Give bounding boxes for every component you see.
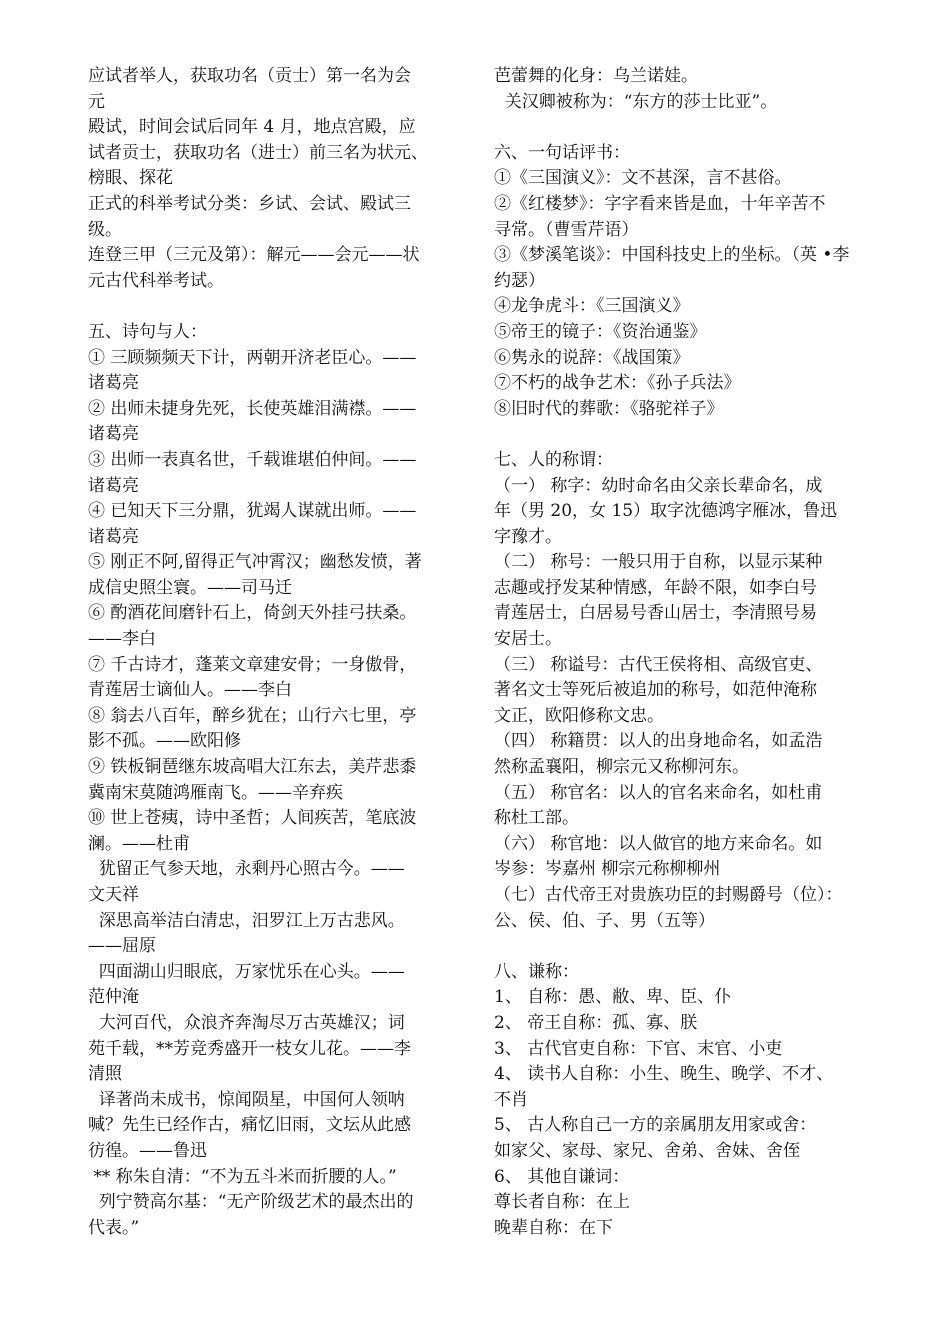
left-column-line: ** 称朱自清：“不为五斗米而折腰的人。” <box>88 1166 397 1187</box>
left-column-line: ——李白 <box>88 629 156 650</box>
right-column-line: 安居士。 <box>494 629 562 650</box>
left-column-line: 犹留正气参天地，永剩丹心照古今。—— <box>88 859 405 880</box>
left-column-line: 喊？先生已经作古，痛忆旧雨，文坛从此感 <box>88 1115 411 1136</box>
right-column-line: （七）古代帝王对贵族功臣的封赐爵号（位）： <box>494 885 843 905</box>
right-column-line <box>494 115 866 141</box>
left-column-line: 元 <box>88 91 105 112</box>
right-column-line: ⑤帝王的镜子：《资治通鉴》 <box>494 321 707 342</box>
right-column-line: 寻常。（曹雪芹语） <box>494 219 639 240</box>
right-column-line: （一） 称字：幼时命名由父亲长辈命名，成 <box>494 475 823 496</box>
left-column-line: 元古代科举考试。 <box>88 270 224 291</box>
left-column-line: 成信史照尘寰。——司马迁 <box>88 577 292 598</box>
left-column-line: 四面湖山归眼底，万家忧乐在心头。—— <box>88 961 405 982</box>
left-column-line: ⑦ 千古诗才，蓬莱文章建安骨；一身傲骨， <box>88 654 417 675</box>
left-column-line: 清照 <box>88 1064 122 1085</box>
left-column-line: 澜。——杜甫 <box>88 833 190 854</box>
right-column-line: 年（男 20，女 15）取字沈德鸿字雁冰，鲁迅 <box>494 501 838 522</box>
right-column-line <box>494 934 866 960</box>
right-column-line: 志趣或抒发某种情感，年龄不限，如李白号 <box>494 577 817 598</box>
right-column-line: 然称孟襄阳，柳宗元又称柳河东。 <box>494 757 749 778</box>
right-column-line: 不肖 <box>494 1089 528 1110</box>
left-column-line: ③ 出师一表真名世，千载谁堪伯仲间。—— <box>88 449 417 470</box>
right-column-line: 约瑟） <box>494 270 545 291</box>
right-column-line: ②《红楼梦》：字字看来皆是血，十年辛苦不 <box>494 193 826 214</box>
left-column-line: 大河百代，众浪齐奔淘尽万古英雄汉；词 <box>88 1012 405 1033</box>
right-column-line: （六） 称官地：以人做官的地方来命名。如 <box>494 833 823 854</box>
right-column-line: ①《三国演义》：文不甚深，言不甚俗。 <box>494 168 792 189</box>
right-column-line: 公、侯、伯、子、男（五等） <box>494 910 715 931</box>
right-column-line: 5、 古人称自己一方的亲属朋友用家或舍： <box>494 1115 817 1136</box>
right-column-line: 2、 帝王自称：孤、寡、朕 <box>494 1012 698 1033</box>
right-column-line: 1、 自称：愚、敝、卑、臣、仆 <box>494 987 732 1008</box>
right-column-line: 七、人的称谓： <box>494 449 613 470</box>
right-column-line: 岑参：岑嘉州 柳宗元称柳柳州 <box>494 859 721 880</box>
right-column-line: 芭蕾舞的化身：乌兰诺娃。 <box>494 66 698 86</box>
right-column-line: 八、谦称： <box>494 961 579 982</box>
left-column-line <box>88 294 462 320</box>
right-column-line: ④龙争虎斗：《三国演义》 <box>494 296 690 317</box>
right-column-line <box>494 422 866 448</box>
left-column-line: 译著尚未成书，惊闻陨星，中国何人领呐 <box>88 1089 405 1110</box>
left-column-line: 应试者举人，获取功名（贡士）第一名为会 <box>88 66 411 86</box>
left-column-line: ⑨ 铁板铜琶继东坡高唱大江东去，美芹悲黍 <box>88 757 417 778</box>
left-column-line: 彷徨。——鲁迅 <box>88 1140 207 1161</box>
left-column-line: 正式的科举考试分类：乡试、会试、殿试三 <box>88 193 411 214</box>
left-column-line: 范仲淹 <box>88 987 139 1008</box>
left-column-line: 诸葛亮 <box>88 475 139 496</box>
left-column-line: ⑤ 刚正不阿,留得正气冲霄汉；幽愁发愤，著 <box>88 552 422 573</box>
left-column-line: ⑧ 翁去八百年，醉乡犹在；山行六七里，亭 <box>88 705 417 726</box>
left-column-line: ④ 已知天下三分鼎，犹竭人谋就出师。—— <box>88 501 417 522</box>
right-column-line: ⑧旧时代的葬歌：《骆驼祥子》 <box>494 398 724 419</box>
left-column-line: 深思高举洁白清忠，汨罗江上万古悲风。 <box>88 910 405 931</box>
right-column <box>494 64 866 1241</box>
right-column-line: 六、一句话评书： <box>494 142 630 163</box>
left-column-line: ② 出师未捷身先死，长使英雄泪满襟。—— <box>88 398 417 419</box>
left-column-line: 列宁赞高尔基：“无产阶级艺术的最杰出的 <box>88 1192 414 1213</box>
left-column-line: 榜眼、探花 <box>88 168 173 189</box>
right-column-line: 著名文士等死后被追加的称号，如范仲淹称 <box>494 680 817 701</box>
left-column-line: 冀南宋莫随鸿雁南飞。——辛弃疾 <box>88 782 343 803</box>
left-column-line: ⑩ 世上苍痍，诗中圣哲；人间疾苦，笔底波 <box>88 808 417 829</box>
left-column-line: 殿试，时间会试后同年 4 月，地点宫殿，应 <box>88 117 416 138</box>
left-column-line: 诸葛亮 <box>88 424 139 445</box>
right-column-line: 称杜工部。 <box>494 808 579 829</box>
right-column-line: 尊长者自称：在上 <box>494 1192 630 1213</box>
right-column-line: 晚辈自称：在下 <box>494 1217 613 1238</box>
right-column-line: 4、 读书人自称：小生、晚生、晚学、不才、 <box>494 1064 834 1085</box>
right-column-line: ⑦不朽的战争艺术：《孙子兵法》 <box>494 373 741 394</box>
left-column-line: 文天祥 <box>88 885 139 905</box>
left-column-line: 代表。” <box>88 1217 140 1238</box>
left-column-line: 五、诗句与人： <box>88 321 207 342</box>
right-column-line: ③《梦溪笔谈》：中国科技史上的坐标。（英 •李 <box>494 245 850 266</box>
right-column-line: （五） 称官名：以人的官名来命名，如杜甫 <box>494 782 823 803</box>
right-column-line: ⑥隽永的说辞：《战国策》 <box>494 347 690 368</box>
left-column-line: 连登三甲（三元及第）：解元——会元——状 <box>88 245 420 266</box>
left-column-line: 苑千载，**芳竞秀盛开一枝女儿花。——李 <box>88 1038 411 1059</box>
left-column-line: 级。 <box>88 219 122 240</box>
left-column-line: 青莲居士谪仙人。——李白 <box>88 680 292 701</box>
left-column-line: 诸葛亮 <box>88 373 139 394</box>
right-column-line: （三） 称谥号：古代王侯将相、高级官吏、 <box>494 654 823 675</box>
left-column-line: 试者贡士，获取功名（进士）前三名为状元、 <box>88 142 428 163</box>
right-column-line: （四） 称籍贯：以人的出身地命名，如孟浩 <box>494 731 823 752</box>
left-column-line: ⑥ 酌酒花间磨针石上，倚剑天外挂弓扶桑。 <box>88 603 417 624</box>
right-column-line: 关汉卿被称为：“东方的莎士比亚”。 <box>494 91 778 112</box>
left-column-line: 诸葛亮 <box>88 526 139 547</box>
right-column-line: 字豫才。 <box>494 526 562 547</box>
right-column-line: 3、 古代官吏自称：下官、末官、小吏 <box>494 1038 783 1059</box>
right-column-line: 青莲居士，白居易号香山居士，李清照号易 <box>494 603 817 624</box>
left-column-line: 影不孤。——欧阳修 <box>88 731 241 752</box>
right-column-line: 6、 其他自谦词： <box>494 1166 630 1187</box>
left-column-line: ① 三顾频频天下计，两朝开济老臣心。—— <box>88 347 417 368</box>
right-column-line: （二） 称号：一般只用于自称，以显示某种 <box>494 552 823 573</box>
right-column-line: 文正，欧阳修称文忠。 <box>494 705 664 726</box>
left-column <box>88 64 462 1241</box>
left-column-line: ——屈原 <box>88 936 156 957</box>
right-column-line: 如家父、家母、家兄、舍弟、舍妹、舍侄 <box>494 1140 800 1161</box>
